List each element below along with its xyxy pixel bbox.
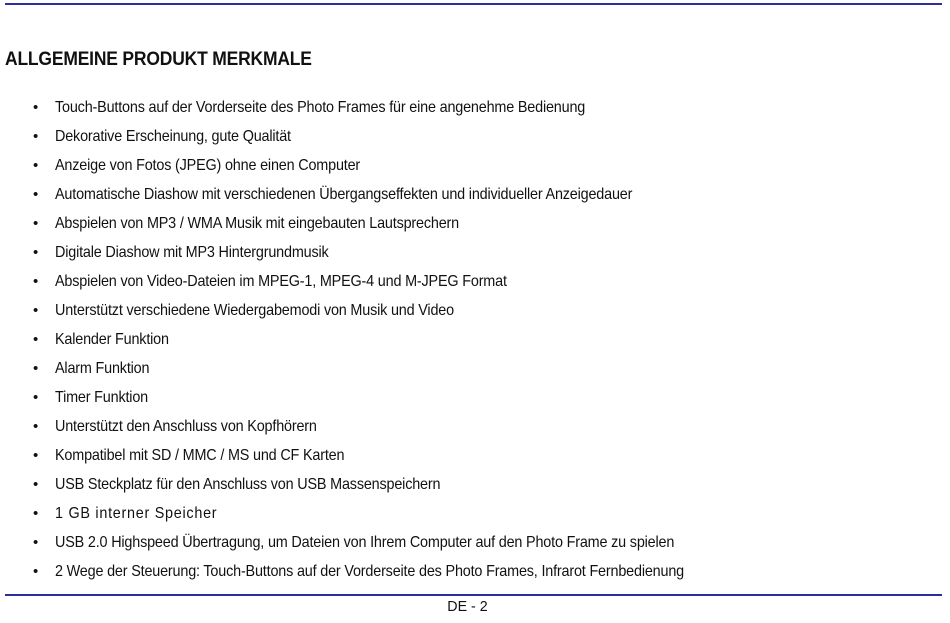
bullet-icon: • bbox=[33, 244, 39, 261]
bullet-icon: • bbox=[33, 389, 39, 406]
feature-text: 2 Wege der Steuerung: Touch-Buttons auf der Vorderseite des Photo Frames, Infrarot Fernbedienung bbox=[55, 563, 684, 580]
bullet-icon: • bbox=[33, 534, 39, 551]
top-divider bbox=[5, 3, 942, 5]
feature-text: 1 GB interner Speicher bbox=[55, 505, 218, 522]
feature-text: Timer Funktion bbox=[55, 389, 148, 406]
feature-text: Alarm Funktion bbox=[55, 360, 150, 377]
bullet-icon: • bbox=[33, 128, 39, 145]
feature-text: Digitale Diashow mit MP3 Hintergrundmusik bbox=[55, 244, 329, 261]
feature-text: Unterstützt verschiedene Wiedergabemodi von Musik und Video bbox=[55, 302, 454, 319]
bullet-icon: • bbox=[33, 186, 39, 203]
bullet-icon: • bbox=[33, 302, 39, 319]
feature-text: USB Steckplatz für den Anschluss von USB Massenspeichern bbox=[55, 476, 441, 493]
bullet-icon: • bbox=[33, 418, 39, 435]
feature-text: Dekorative Erscheinung, gute Qualität bbox=[55, 128, 291, 145]
feature-text: Anzeige von Fotos (JPEG) ohne einen Computer bbox=[55, 157, 361, 174]
feature-text: Abspielen von MP3 / WMA Musik mit eingebauten Lautsprechern bbox=[55, 215, 460, 232]
feature-text: Kalender Funktion bbox=[55, 331, 169, 348]
feature-text: USB 2.0 Highspeed Übertragung, um Dateien von Ihrem Computer auf den Photo Frame zu spielen bbox=[55, 534, 675, 551]
page-number: DE - 2 bbox=[447, 598, 488, 615]
bullet-icon: • bbox=[33, 447, 39, 464]
bullet-icon: • bbox=[33, 476, 39, 493]
feature-text: Kompatibel mit SD / MMC / MS und CF Karten bbox=[55, 447, 345, 464]
bottom-divider bbox=[5, 594, 942, 596]
bullet-icon: • bbox=[33, 505, 39, 522]
feature-text: Abspielen von Video-Dateien im MPEG-1, MPEG-4 und M-JPEG Format bbox=[55, 273, 507, 290]
bullet-icon: • bbox=[33, 157, 39, 174]
feature-text: Touch-Buttons auf der Vorderseite des Photo Frames für eine angenehme Bedienung bbox=[55, 99, 586, 116]
section-heading: ALLGEMEINE PRODUKT MERKMALE bbox=[5, 48, 312, 70]
feature-text: Unterstützt den Anschluss von Kopfhörern bbox=[55, 418, 317, 435]
bullet-icon: • bbox=[33, 215, 39, 232]
feature-text: Automatische Diashow mit verschiedenen Übergangseffekten und individueller Anzeigedauer bbox=[55, 186, 633, 203]
bullet-icon: • bbox=[33, 360, 39, 377]
bullet-icon: • bbox=[33, 331, 39, 348]
bullet-icon: • bbox=[33, 273, 39, 290]
bullet-icon: • bbox=[33, 563, 39, 580]
bullet-icon: • bbox=[33, 99, 39, 116]
